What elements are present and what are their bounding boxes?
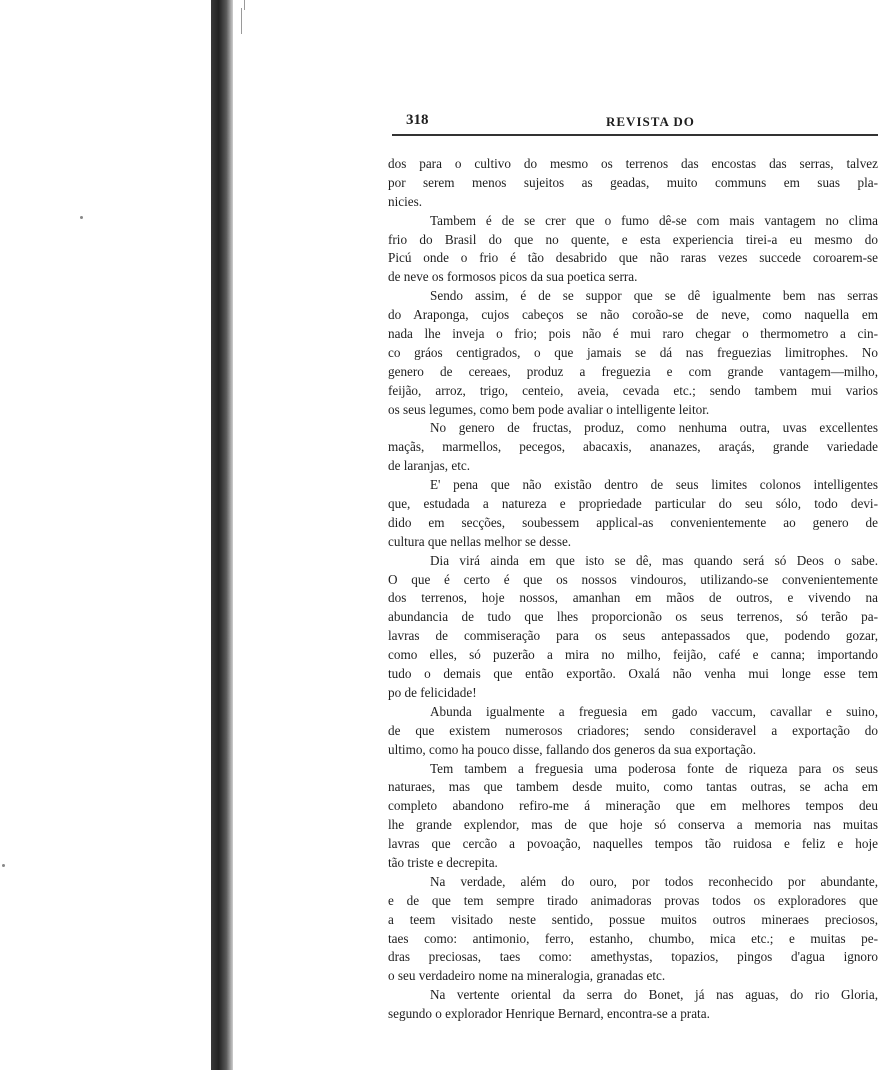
text-line: taes como: antimonio, ferro, estanho, chumbo, mica etc.; e muitas pe- (388, 930, 878, 946)
text-line: lhe grande explendor, mas de que hoje só conserva a memoria nas muitas (388, 817, 878, 833)
text-line: maçãs, marmellos, pecegos, abacaxis, ananazes, araçás, grande variedade (388, 439, 878, 455)
text-line: completo abandono refiro-me á mineração que em melhores tempos deu (388, 798, 878, 814)
text-line: ultimo, como ha pouco disse, fallando dos generos da sua exportação. (388, 741, 757, 757)
text-line: de que existem numerosos criadores; sendo consideravel a exportação do (388, 722, 878, 738)
text-line: cultura que nellas melhor se desse. (388, 533, 572, 549)
page-number: 318 (406, 112, 429, 128)
text-line: po de felicidade! (388, 684, 477, 700)
text-line: Sendo assim, é de se suppor que se dê igualmente bem nas serras (430, 288, 878, 304)
text-line: Tem tambem a freguesia uma poderosa fonte de riqueza para os seus (430, 760, 878, 776)
text-line: genero de cereaes, produz a freguezia e com grande vantagem—milho, (388, 363, 878, 379)
scan-mark (241, 8, 242, 34)
text-line: Tambem é de se crer que o fumo dê-se com mais vantagem no clima (430, 212, 878, 228)
scan-speck (80, 216, 83, 219)
text-line: do Araponga, cujos cabeços se não coroão-se de neve, como naquella em (388, 307, 878, 323)
text-line: nicies. (388, 193, 423, 209)
running-head: REVISTA DO (606, 114, 695, 129)
text-line: feijão, arroz, trigo, centeio, aveia, cevada etc.; sendo tambem mui varios (388, 382, 878, 398)
text-line: nada lhe inveja o frio; pois não é mui raro chegar o thermometro a cin- (388, 326, 878, 342)
text-line: de neve os formosos picos da sua poetica serra. (388, 269, 638, 285)
text-line: dos terrenos, hoje nossos, amanhan em mãos de outros, e vivendo na (388, 590, 878, 606)
scan-mark-2 (244, 0, 245, 10)
text-line: co gráos centigrados, o que jamais se dá nas freguezias limitrophes. No (388, 344, 878, 360)
text-line: como elles, só puzerão a mira no milho, feijão, café e canna; importando (388, 647, 878, 663)
text-line: Dia virá ainda em que isto se dê, mas quando será só Deos o sabe. (430, 552, 878, 568)
page-header (388, 108, 878, 130)
text-line: os seus legumes, como bem pode avaliar o intelligente leitor. (388, 401, 710, 417)
text-line: que, estudada a natureza e propriedade particular do seu sólo, todo devi- (388, 496, 878, 512)
text-line: a teem visitado neste sentido, possue muitos outros mineraes preciosos, (388, 911, 878, 927)
text-line: dos para o cultivo do mesmo os terrenos das encostas das serras, talvez (388, 156, 878, 171)
text-line: abundancia de tudo que lhes proporcionão os seus terrenos, só terão pa- (388, 609, 878, 625)
text-line: e de que tem sempre tirado animadoras provas todos os exploradores que (388, 892, 878, 908)
text-line: Na verdade, além do ouro, por todos reconhecido por abundante, (430, 873, 878, 889)
text-line: Abunda igualmente a freguesia em gado vaccum, cavallar e suino, (430, 703, 878, 719)
header-rule (392, 134, 878, 136)
text-line: dido em secções, soubessem applical-as convenientemente ao genero de (388, 514, 878, 530)
text-line: segundo o explorador Henrique Bernard, encontra-se a prata. (388, 1006, 710, 1022)
text-line: dras preciosas, taes como: amethystas, topazios, pingos d'agua ignoro (388, 949, 878, 965)
page (388, 108, 878, 1022)
scan-speck (2, 864, 5, 867)
book-spine-shadow (211, 0, 233, 1070)
text-line: frio do Brasil do que no quente, e esta experiencia tirei-a eu mesmo do (388, 231, 878, 247)
text-line: por serem menos sujeitos as geadas, muito communs em suas pla- (388, 174, 878, 190)
body-text (388, 155, 878, 1024)
text-line: tão triste e decrepita. (388, 854, 498, 870)
text-line: o seu verdadeiro nome na mineralogia, granadas etc. (388, 968, 666, 984)
text-line: Na vertente oriental da serra do Bonet, já nas aguas, do rio Gloria, (430, 987, 878, 1003)
text-line: Picú onde o frio é tão desabrido que não raras vezes succede coroarem-se (388, 250, 878, 266)
text-line: de laranjas, etc. (388, 458, 471, 474)
text-line: E' pena que não existão dentro de seus limites colonos intelligentes (430, 477, 878, 493)
text-line: lavras que cercão a povoação, naquelles tempos tão ruidosa e feliz e hoje (388, 836, 878, 852)
text-line: naturaes, mas que tambem desde muito, como tantas outras, se acha em (388, 779, 878, 795)
text-line: tudo o demais que então exportão. Oxalá não venha mui longe esse tem (388, 666, 878, 682)
text-line: lavras de commiseração para os seus antepassados que, podendo gozar, (388, 628, 878, 644)
text-line: O que é certo é que os nossos vindouros, utilizando-se convenientemente (388, 571, 878, 587)
text-line: No genero de fructas, produz, como nenhuma outra, uvas excellentes (430, 420, 878, 436)
